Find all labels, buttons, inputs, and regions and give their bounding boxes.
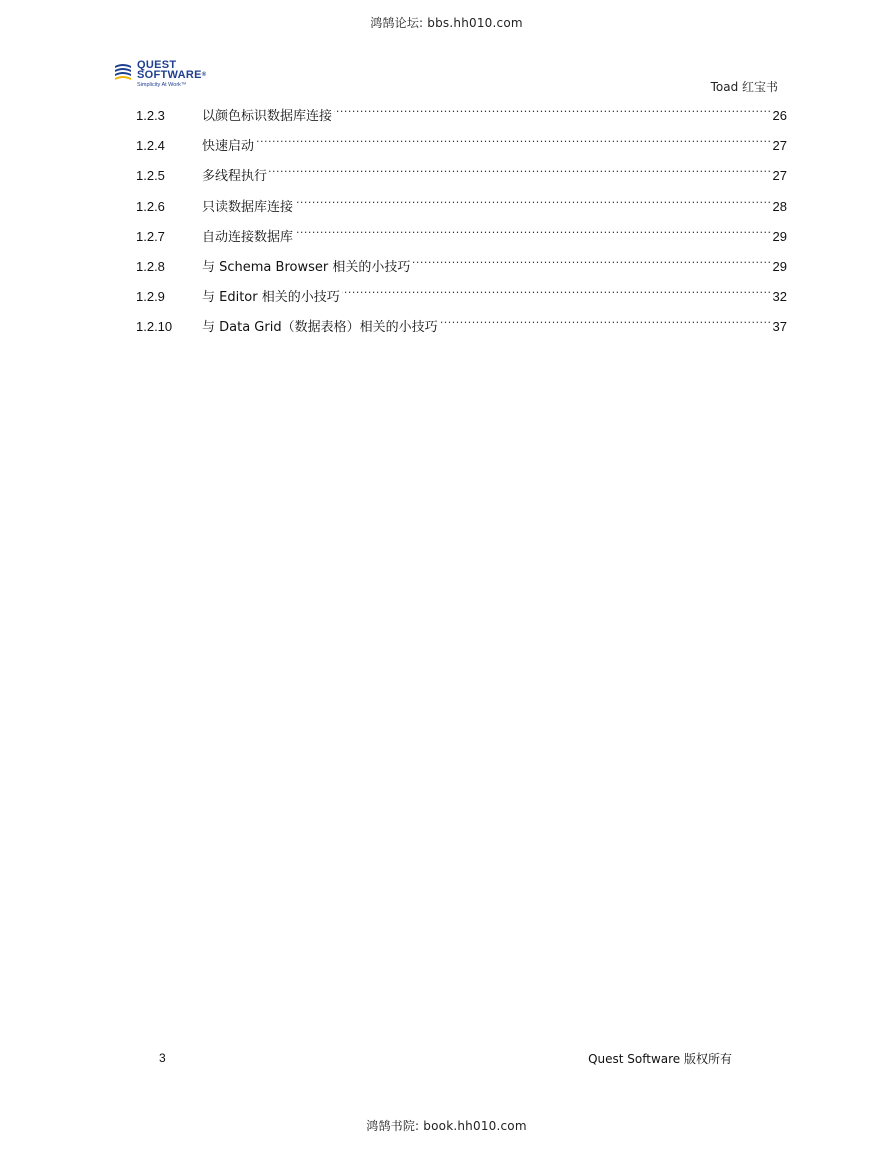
toc-entry-number: 1.2.9 [136, 289, 165, 305]
toc-entry[interactable] [136, 164, 787, 194]
footer-page-number: 3 [159, 1051, 166, 1065]
toc-entry-title: 多线程执行 [202, 169, 268, 185]
toc-entry[interactable] [136, 285, 787, 315]
toc-entry[interactable] [136, 134, 787, 164]
toc-entry-title: 以颜色标识数据库连接 [202, 109, 333, 124]
toc-entry-page: 32 [772, 289, 787, 305]
toc-entry-title: 与 Data Grid（数据表格）相关的小技巧 [202, 320, 438, 336]
toc-dot-leader [295, 225, 772, 241]
toc-entry-number: 1.2.3 [136, 108, 165, 123]
logo-tagline: Simplicity At Work™ [137, 82, 187, 88]
toc-entry-number: 1.2.5 [136, 168, 165, 184]
toc-dot-leader [334, 104, 772, 120]
toc-entry-number: 1.2.7 [136, 228, 165, 244]
toc-entry-title: 自动连接数据库 [202, 229, 294, 245]
toc-entry[interactable] [136, 104, 787, 134]
toc-entry[interactable] [136, 195, 787, 225]
logo-line1: QUEST [137, 59, 177, 71]
registered-mark: ® [201, 72, 207, 78]
table-of-contents [136, 104, 787, 346]
logo-wordmark [137, 60, 206, 80]
toc-entry-page: 29 [772, 228, 787, 244]
toc-dot-leader [440, 315, 772, 331]
toc-entry-number: 1.2.4 [136, 138, 165, 154]
toc-entry[interactable] [136, 255, 787, 285]
toc-entry-title: 与 Editor 相关的小技巧 [202, 290, 340, 306]
toc-entry-title: 与 Schema Browser 相关的小技巧 [202, 259, 411, 275]
toc-dot-leader [256, 134, 772, 150]
toc-entry-page: 37 [772, 319, 787, 335]
bottom-watermark: 鸿鹄书院: book.hh010.com [366, 1119, 527, 1133]
toc-dot-leader [269, 164, 772, 180]
toc-entry-page: 29 [772, 258, 787, 274]
toc-entry[interactable] [136, 225, 787, 255]
toc-entry-page: 26 [772, 108, 787, 123]
toc-entry-title: 快速启动 [202, 139, 255, 155]
toc-entry-number: 1.2.8 [136, 258, 165, 274]
toc-dot-leader [295, 195, 772, 211]
toc-entry-number: 1.2.10 [136, 319, 173, 335]
quest-software-logo [113, 60, 225, 92]
footer-copyright: Quest Software 版权所有 [588, 1052, 732, 1066]
book-title: Toad 红宝书 [710, 80, 778, 94]
toc-dot-leader [342, 285, 772, 301]
toc-entry-page: 28 [772, 198, 787, 214]
toc-entry-title: 只读数据库连接 [202, 199, 294, 215]
top-watermark: 鸿鹄论坛: bbs.hh010.com [370, 16, 523, 30]
quest-logo-icon [113, 62, 133, 82]
logo-line2: SOFTWARE® [137, 69, 207, 81]
toc-entry-number: 1.2.6 [136, 198, 165, 214]
toc-entry-page: 27 [772, 138, 787, 154]
toc-entry-page: 27 [772, 168, 787, 184]
toc-entry[interactable] [136, 315, 787, 345]
toc-dot-leader [412, 255, 771, 271]
